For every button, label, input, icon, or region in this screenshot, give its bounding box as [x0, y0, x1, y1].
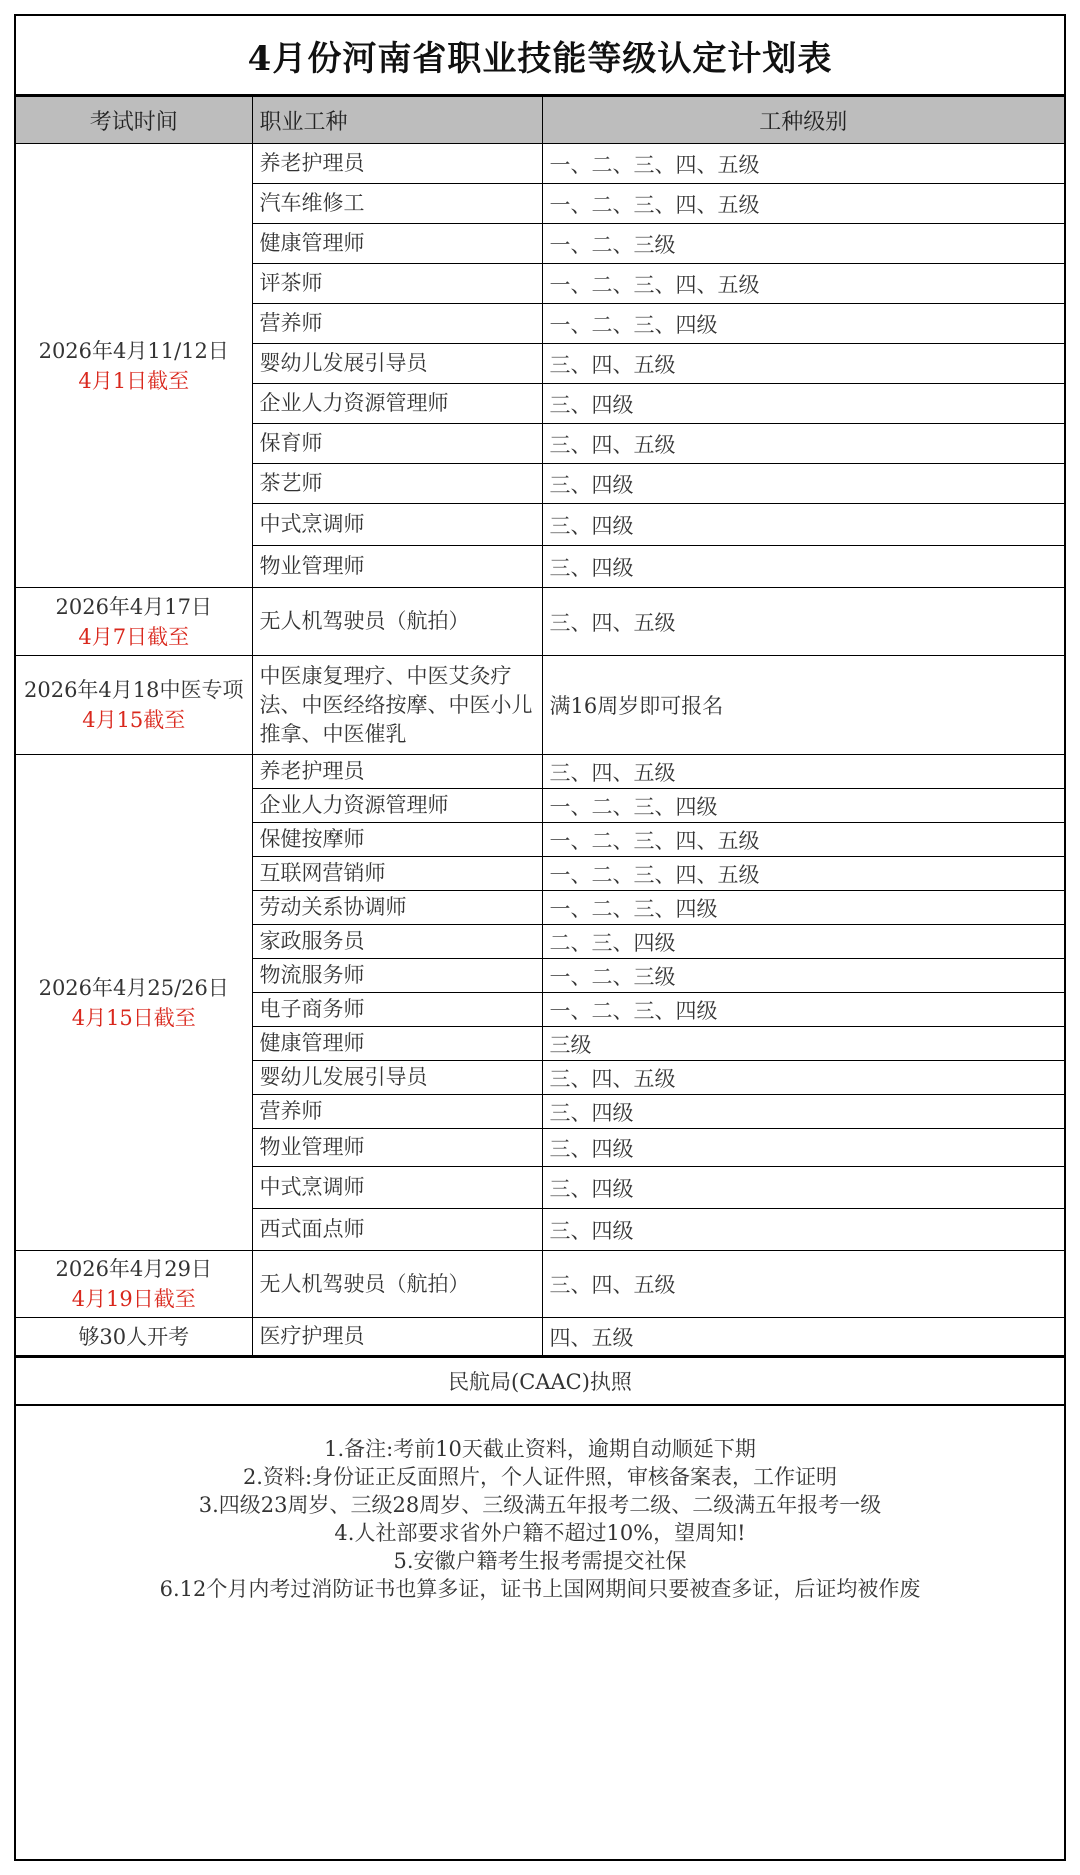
exam-date-cell — [16, 656, 252, 755]
level-cell: 三、四级 — [542, 1095, 1064, 1129]
level-cell: 三、四级 — [542, 546, 1064, 588]
level-cell: 一、二、三、四级 — [542, 304, 1064, 344]
occupation-cell: 保育师 — [252, 424, 542, 464]
level-cell: 四、五级 — [542, 1318, 1064, 1356]
exam-date-cell — [16, 1318, 252, 1356]
level-cell: 三、四、五级 — [542, 344, 1064, 384]
note-line: 2.资料:身份证正反面照片，个人证件照，审核备案表，工作证明 — [242, 1465, 838, 1489]
note-line: 3.四级23周岁、三级28周岁、三级满五年报考二级、二级满五年报考一级 — [198, 1493, 882, 1517]
level-cell: 一、二、三、四、五级 — [542, 184, 1064, 224]
level-cell: 三、四、五级 — [542, 1061, 1064, 1095]
level-cell: 三、四级 — [542, 464, 1064, 504]
level-cell: 满16周岁即可报名 — [542, 656, 1064, 755]
level-cell: 一、二、三、四级 — [542, 891, 1064, 925]
occupation-cell: 汽车维修工 — [252, 184, 542, 224]
level-cell: 三、四级 — [542, 384, 1064, 424]
exam-date: 2026年4月29日 — [55, 1257, 213, 1281]
occupation-cell: 评茶师 — [252, 264, 542, 304]
plan-table — [16, 96, 1064, 1356]
occupation-cell: 养老护理员 — [252, 144, 542, 184]
registration-deadline: 4月19日截至 — [71, 1287, 196, 1311]
note-line: 5.安徽户籍考生报考需提交社保 — [393, 1549, 687, 1573]
level-cell: 二、三、四级 — [542, 925, 1064, 959]
level-cell: 三、四级 — [542, 1209, 1064, 1251]
table-row — [16, 1251, 1064, 1318]
table-header-row — [16, 97, 1064, 144]
exam-date-cell — [16, 144, 252, 588]
exam-date: 2026年4月17日 — [55, 594, 213, 619]
occupation-cell: 物流服务师 — [252, 959, 542, 993]
header-exam-time: 考试时间 — [16, 97, 252, 144]
level-cell: 一、二、三、四、五级 — [542, 144, 1064, 184]
occupation-cell: 电子商务师 — [252, 993, 542, 1027]
exam-date: 2026年4月25/26日 — [38, 975, 229, 1000]
plan-sheet — [14, 14, 1066, 1861]
occupation-cell: 健康管理师 — [252, 224, 542, 264]
note-line: 4.人社部要求省外户籍不超过10%，望周知! — [334, 1521, 746, 1545]
note-line: 6.12个月内考过消防证书也算多证，证书上国网期间只要被查多证，后证均被作废 — [159, 1577, 921, 1601]
registration-deadline: 4月7日截至 — [78, 624, 190, 649]
level-cell: 三级 — [542, 1027, 1064, 1061]
occupation-cell: 婴幼儿发展引导员 — [252, 344, 542, 384]
occupation-cell: 婴幼儿发展引导员 — [252, 1061, 542, 1095]
notes-section — [16, 1406, 1064, 1603]
level-cell: 一、二、三、四、五级 — [542, 264, 1064, 304]
occupation-cell: 保健按摩师 — [252, 823, 542, 857]
table-row — [16, 144, 1064, 184]
level-cell: 一、二、三、四、五级 — [542, 857, 1064, 891]
occupation-cell: 物业管理师 — [252, 1129, 542, 1167]
registration-deadline: 4月15截至 — [82, 708, 186, 732]
occupation-cell: 无人机驾驶员（航拍） — [252, 1251, 542, 1318]
page-title: 4月份河南省职业技能等级认定计划表 — [16, 16, 1064, 96]
level-cell: 一、二、三、四级 — [542, 993, 1064, 1027]
occupation-cell: 中医康复理疗、中医艾灸疗法、中医经络按摩、中医小儿推拿、中医催乳 — [252, 656, 542, 755]
level-cell: 三、四级 — [542, 1167, 1064, 1209]
occupation-cell: 营养师 — [252, 1095, 542, 1129]
occupation-cell: 西式面点师 — [252, 1209, 542, 1251]
occupation-cell: 企业人力资源管理师 — [252, 384, 542, 424]
occupation-cell: 互联网营销师 — [252, 857, 542, 891]
level-cell: 一、二、三、四、五级 — [542, 823, 1064, 857]
header-level: 工种级别 — [542, 97, 1064, 144]
occupation-cell: 无人机驾驶员（航拍） — [252, 588, 542, 656]
occupation-cell: 中式烹调师 — [252, 504, 542, 546]
exam-date: 2026年4月11/12日 — [38, 338, 229, 363]
exam-date-cell — [16, 588, 252, 656]
occupation-cell: 营养师 — [252, 304, 542, 344]
exam-date-cell — [16, 755, 252, 1251]
occupation-cell: 劳动关系协调师 — [252, 891, 542, 925]
note-line: 1.备注:考前10天截止资料，逾期自动顺延下期 — [324, 1437, 756, 1461]
registration-deadline: 4月15日截至 — [71, 1005, 196, 1030]
occupation-cell: 家政服务员 — [252, 925, 542, 959]
occupation-cell: 茶艺师 — [252, 464, 542, 504]
exam-date-cell — [16, 1251, 252, 1318]
table-row — [16, 588, 1064, 656]
caac-note: 民航局(CAAC)执照 — [16, 1356, 1064, 1406]
occupation-cell: 医疗护理员 — [252, 1318, 542, 1356]
exam-date: 够30人开考 — [78, 1324, 190, 1349]
occupation-cell: 中式烹调师 — [252, 1167, 542, 1209]
registration-deadline: 4月1日截至 — [78, 368, 190, 393]
level-cell: 三、四、五级 — [542, 1251, 1064, 1318]
exam-date: 2026年4月18中医专项 — [23, 678, 244, 702]
table-row — [16, 1318, 1064, 1356]
level-cell: 一、二、三级 — [542, 224, 1064, 264]
header-occupation: 职业工种 — [252, 97, 542, 144]
level-cell: 三、四、五级 — [542, 424, 1064, 464]
level-cell: 一、二、三、四级 — [542, 789, 1064, 823]
level-cell: 一、二、三级 — [542, 959, 1064, 993]
table-row — [16, 656, 1064, 755]
occupation-cell: 养老护理员 — [252, 755, 542, 789]
table-row — [16, 755, 1064, 789]
plan-table-body — [16, 144, 1064, 1356]
level-cell: 三、四、五级 — [542, 755, 1064, 789]
level-cell: 三、四级 — [542, 504, 1064, 546]
level-cell: 三、四级 — [542, 1129, 1064, 1167]
occupation-cell: 健康管理师 — [252, 1027, 542, 1061]
occupation-cell: 企业人力资源管理师 — [252, 789, 542, 823]
occupation-cell: 物业管理师 — [252, 546, 542, 588]
level-cell: 三、四、五级 — [542, 588, 1064, 656]
